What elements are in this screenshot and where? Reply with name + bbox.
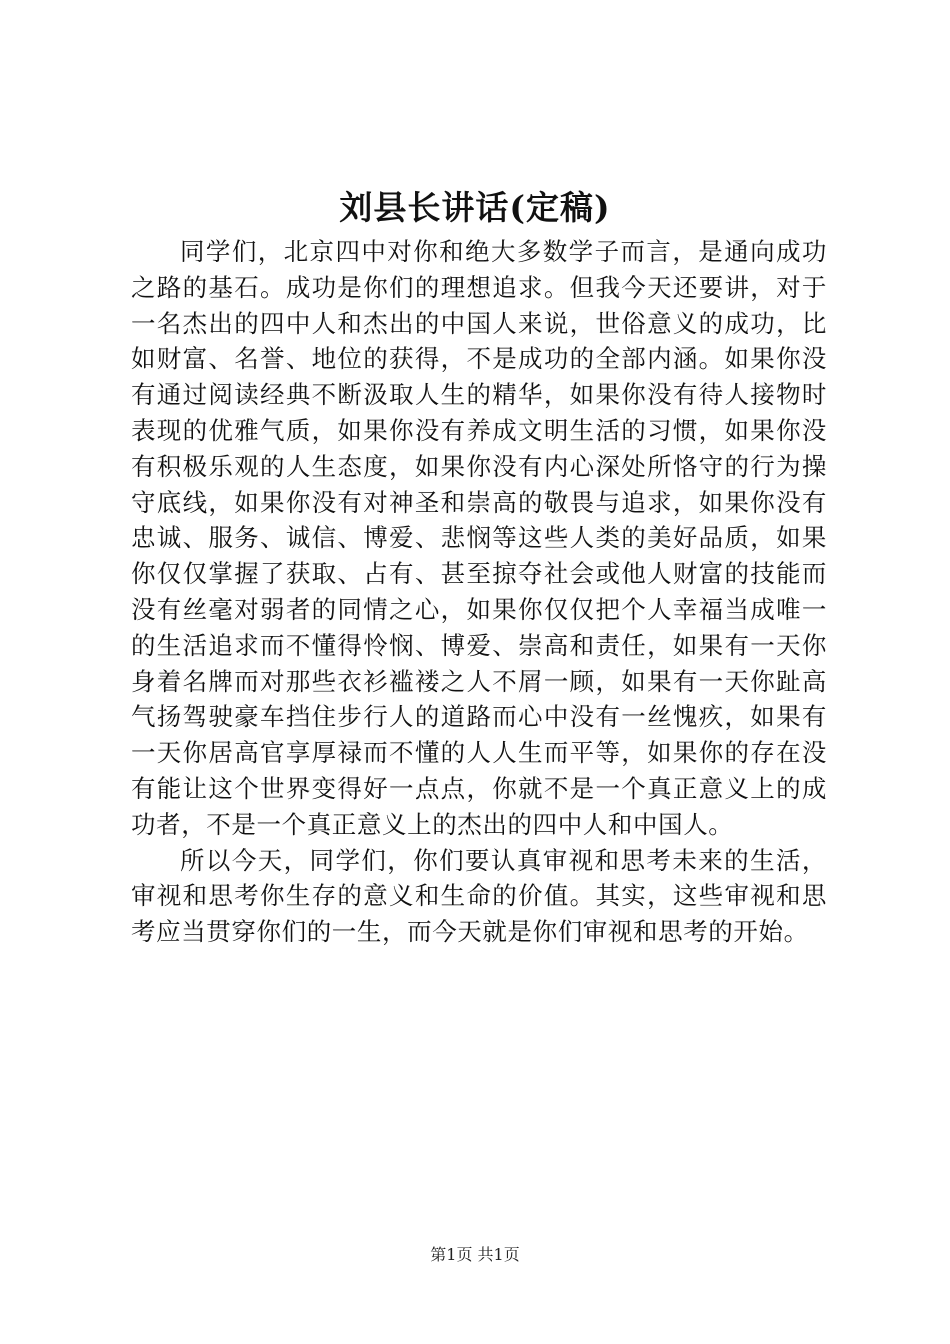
paragraph-1: 同学们，北京四中对你和绝大多数学子而言，是通向成功之路的基石。成功是你们的理想追求。但我今天还要讲，对于一名杰出的四中人和杰出的中国人来说，世俗意义的成功，比如财富、名誉、地位的获得，不是成功的全部内涵。如果你没有通过阅读经典不断汲取人生的精华，如果你没有待人接物时表现的优雅气质，如果你没有养成文明生活的习惯，如果你没有积极乐观的人生态度，如果你没有内心深处所恪守的行为操守底线，如果你没有对神圣和崇高的敬畏与追求，如果你没有忠诚、服务、诚信、博爱、悲悯等这些人类的美好品质，如果你仅仅掌握了获取、占有、甚至掠夺社会或他人财富的技能而没有丝毫对弱者的同情之心，如果你仅仅把个人幸福当成唯一的生活追求而不懂得怜悯、博爱、崇高和责任，如果有一天你身着名牌而对那些衣衫褴褛之人不屑一顾，如果有一天你趾高气扬驾驶豪车挡住步行人的道路而心中没有一丝愧疚，如果有一天你居高官享厚禄而不懂的人人生而平等，如果你的存在没有能让这个世界变得好一点点，你就不是一个真正意义上的成功者，不是一个真正意义上的杰出的四中人和中国人。 [131, 237, 827, 839]
document-body [131, 234, 827, 950]
page-number-footer: 第1页 共1页 [430, 1245, 520, 1264]
paragraph-2: 所以今天，同学们，你们要认真审视和思考未来的生活，审视和思考你生存的意义和生命的价值。其实，这些审视和思考应当贯穿你们的一生，而今天就是你们审视和思考的开始。 [131, 845, 827, 947]
document-title: 刘县长讲话(定稿) [339, 188, 611, 227]
